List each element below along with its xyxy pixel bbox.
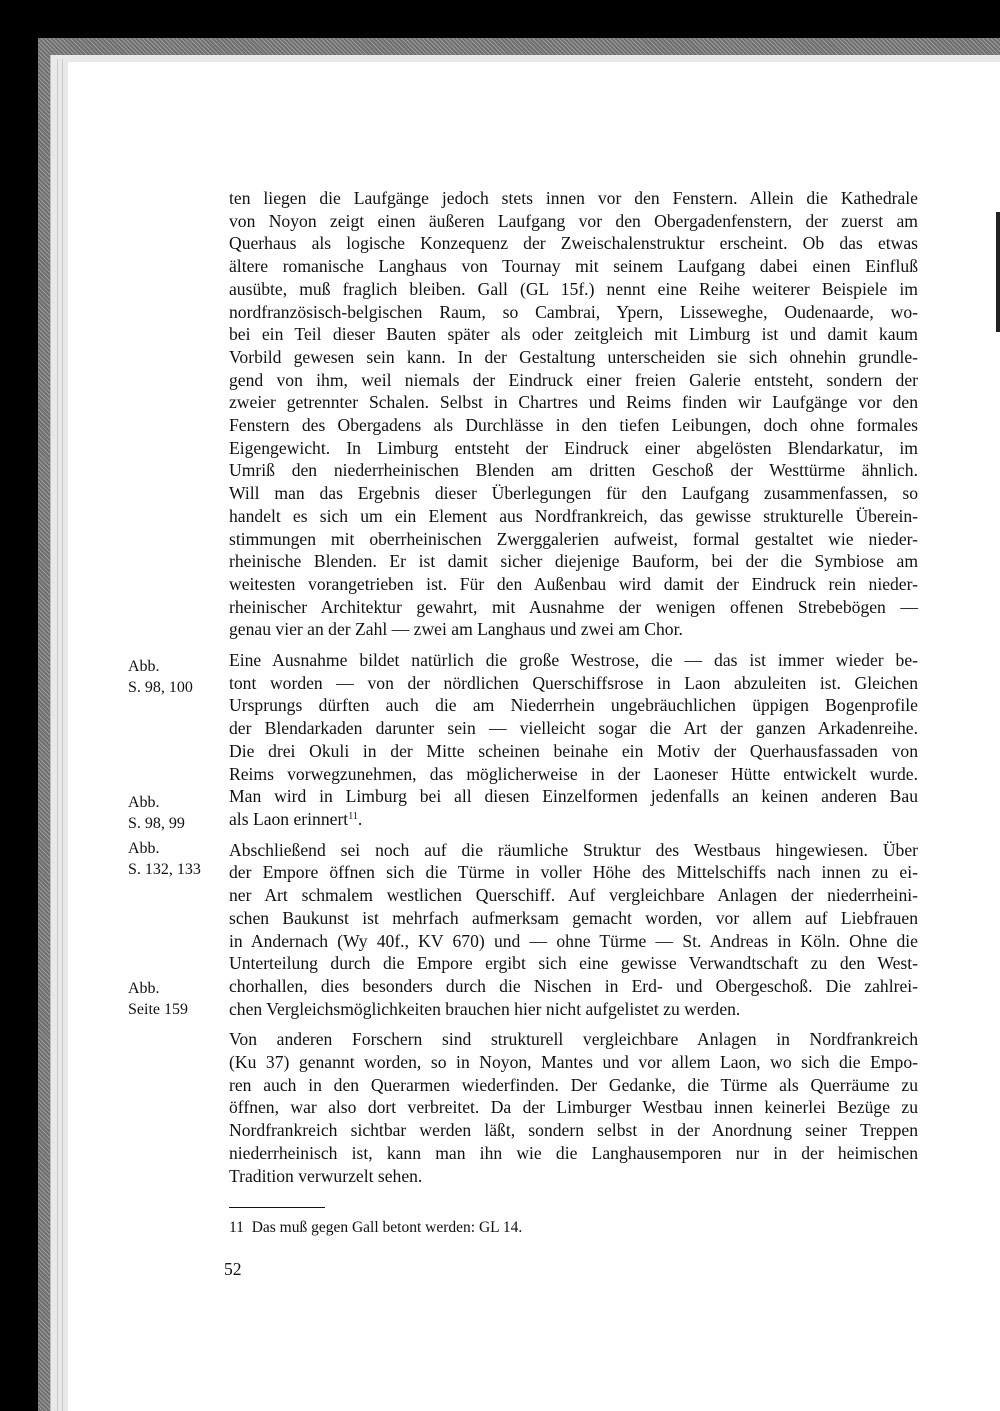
margin-ref-pages: S. 98, 99 [128,814,185,832]
text-line: chorhallen, dies besonders durch die Nischen in Erd- und Obergeschoß. Die zahlrei- [229,975,918,996]
text-line: rheinische Blenden. Er ist damit sicher diejenige Bauform, bei der die Symbiose am [229,551,918,572]
text-line: Will man das Ergebnis dieser Überlegungen für den Laufgang zusammenfassen, so [229,483,918,504]
margin-figure-ref[interactable] [128,793,185,834]
paragraph-1 [229,187,918,641]
text-line: Von anderen Forschern sind strukturell vergleichbare Anlagen in Nordfrankreich [229,1029,918,1050]
text-line: chen Vergleichsmöglichkeiten brauchen hier nicht aufgelistet zu werden. [229,998,741,1019]
text-line: ausübte, muß fraglich bleiben. Gall (GL 15f.) nennt eine Reihe weiterer Beispiele im [229,278,918,299]
text-line: weitesten vorangetrieben ist. Für den Außenbau wird damit der Eindruck rein nieder- [229,573,918,594]
text-line: nordfranzösisch-belgischen Raum, so Cambrai, Ypern, Lisseweghe, Oudenaarde, wo- [229,301,918,322]
text-line: bei ein Teil dieser Bauten später als oder zeitgleich mit Limburg ist und damit kaum [229,324,918,345]
text-line: Reims vorwegzunehmen, das möglicherweise in der Laoneser Hütte entwickelt wurde. [229,763,918,784]
text-line: öffnen, war also dort verbreitet. Da der Limburger Westbau innen keinerlei Bezüge zu [229,1097,918,1118]
text-line: Unterteilung durch die Empore ergibt sich eine gewisse Verwandtschaft zu den West- [229,953,918,974]
text-line: Abschließend sei noch auf die räumliche Struktur des Westbaus hingewiesen. Über [229,839,918,860]
text-line: ten liegen die Laufgänge jedoch stets innen vor den Fenstern. Allein die Kathedrale [229,188,918,208]
text-line: ren auch in den Querarmen wiederfinden. Der Gedanke, die Türme als Querräume zu [229,1074,918,1095]
text-line: stimmungen mit oberrheinischen Zwerggalerien aufweist, formal gestaltet wie nieder- [229,528,918,549]
text-line: handelt es sich um ein Element aus Nordfrankreich, das gewisse strukturelle Überein- [229,505,918,526]
paragraph-4 [229,1028,918,1187]
text-line: Umriß den niederrheinischen Blenden am dritten Geschoß der Westtürme ähnlich. [229,460,918,481]
margin-ref-label: Abb. [128,658,160,675]
text-line: Vorbild gewesen sein kann. In der Gestaltung unterscheiden sie sich ohnehin grundle- [229,346,918,367]
text-line: der Blendarkaden darunter sein — vielleicht sogar die Art der ganzen Arkadenreihe. [229,718,918,739]
paragraph-2 [229,649,918,831]
text-line: Man wird in Limburg bei all diesen Einzelformen jedenfalls an keinen anderen Bau [229,786,918,807]
footnote-text: Das muß gegen Gall betont werden: GL 14. [251,1219,523,1236]
paragraph-3 [229,839,918,1021]
text-line: (Ku 37) genannt worden, so in Noyon, Mantes und vor allem Laon, wo sich die Empo- [229,1052,918,1073]
body-text [229,187,918,1195]
text-line: ältere romanische Langhaus von Tournay mit seinem Laufgang dabei einen Einfluß [229,256,918,277]
page-edge-mark [996,212,1000,332]
page-number: 52 [224,1259,242,1279]
text-line: Die drei Okuli in der Mitte scheinen beinahe ein Motiv der Querhausfassaden von [229,740,918,761]
margin-ref-label: Abb. [128,794,160,811]
margin-ref-pages: S. 98, 100 [128,678,193,696]
text-line: Eigengewicht. In Limburg entsteht der Eindruck einer abgelösten Blendarkatur, im [229,437,918,458]
text-line: schen Baukunst ist mehrfach aufmerksam gemacht worden, vor allem auf Liebfrauen [229,907,918,928]
text-line: Tradition verwurzelt sehen. [229,1165,423,1186]
text-line: in Andernach (Wy 40f., KV 670) und — ohne Türme — St. Andreas in Köln. Ohne die [229,930,918,951]
text-line-fragment: als Laon erinnert [229,808,349,829]
text-line: rheinischer Architektur gewahrt, mit Ausnahme der wenigen offenen Strebebögen — [229,596,918,617]
text-line: zweier getrennter Schalen. Selbst in Chartres und Reims finden wir Laufgänge vor den [229,392,918,413]
footnote [229,1218,522,1238]
margin-ref-pages: S. 132, 133 [128,860,201,878]
text-line [229,808,918,831]
text-line: Querhaus als logische Konzequenz der Zweischalenstruktur erscheint. Ob das etwas [229,233,918,254]
text-line: Nordfrankreich sichtbar werden läßt, sondern selbst in der Anordnung seiner Treppen [229,1120,918,1141]
text-line: Eine Ausnahme bildet natürlich die große Westrose, die — das ist immer wieder be- [229,650,918,671]
footnote-ref-11[interactable]: 11 [348,810,358,822]
footnote-separator [229,1207,325,1208]
text-line: Ursprungs dürften auch die am Niederrhein ungebräuchlichen üppigen Bogenprofile [229,695,918,716]
text-line: gend von ihm, weil niemals der Eindruck einer freien Galerie entsteht, sondern der [229,369,918,390]
text-line: genau vier an der Zahl — zwei am Langhaus und zwei am Chor. [229,619,683,640]
margin-ref-label: Abb. [128,980,160,997]
text-line: niederrheinisch ist, kann man ihn wie die Langhausemporen nur in der heimischen [229,1142,918,1163]
text-line: tont worden — von der nördlichen Querschiffsrose in Laon abzuleiten ist. Gleichen [229,672,918,693]
text-line: von Noyon zeigt einen äußeren Laufgang vor den Obergadenfenstern, der zuerst am [229,210,918,231]
text-line: Fenstern des Obergadens als Durchlässe in den tiefen Leibungen, doch ohne formales [229,415,918,436]
text-line-fragment: . [357,808,363,829]
margin-figure-ref[interactable] [128,657,193,698]
margin-ref-pages: Seite 159 [128,1000,188,1018]
margin-ref-label: Abb. [128,840,160,857]
footnote-number: 11 [229,1219,244,1236]
text-line: der Empore öffnen sich die Türme in voller Höhe des Mittelschiffs nach innen zu ei- [229,862,918,883]
margin-figure-ref[interactable] [128,839,201,880]
margin-figure-ref[interactable] [128,979,188,1020]
text-line: ner Art schmalem westlichen Querschiff. Auf vergleichbare Anlagen der niederrheini- [229,885,918,906]
